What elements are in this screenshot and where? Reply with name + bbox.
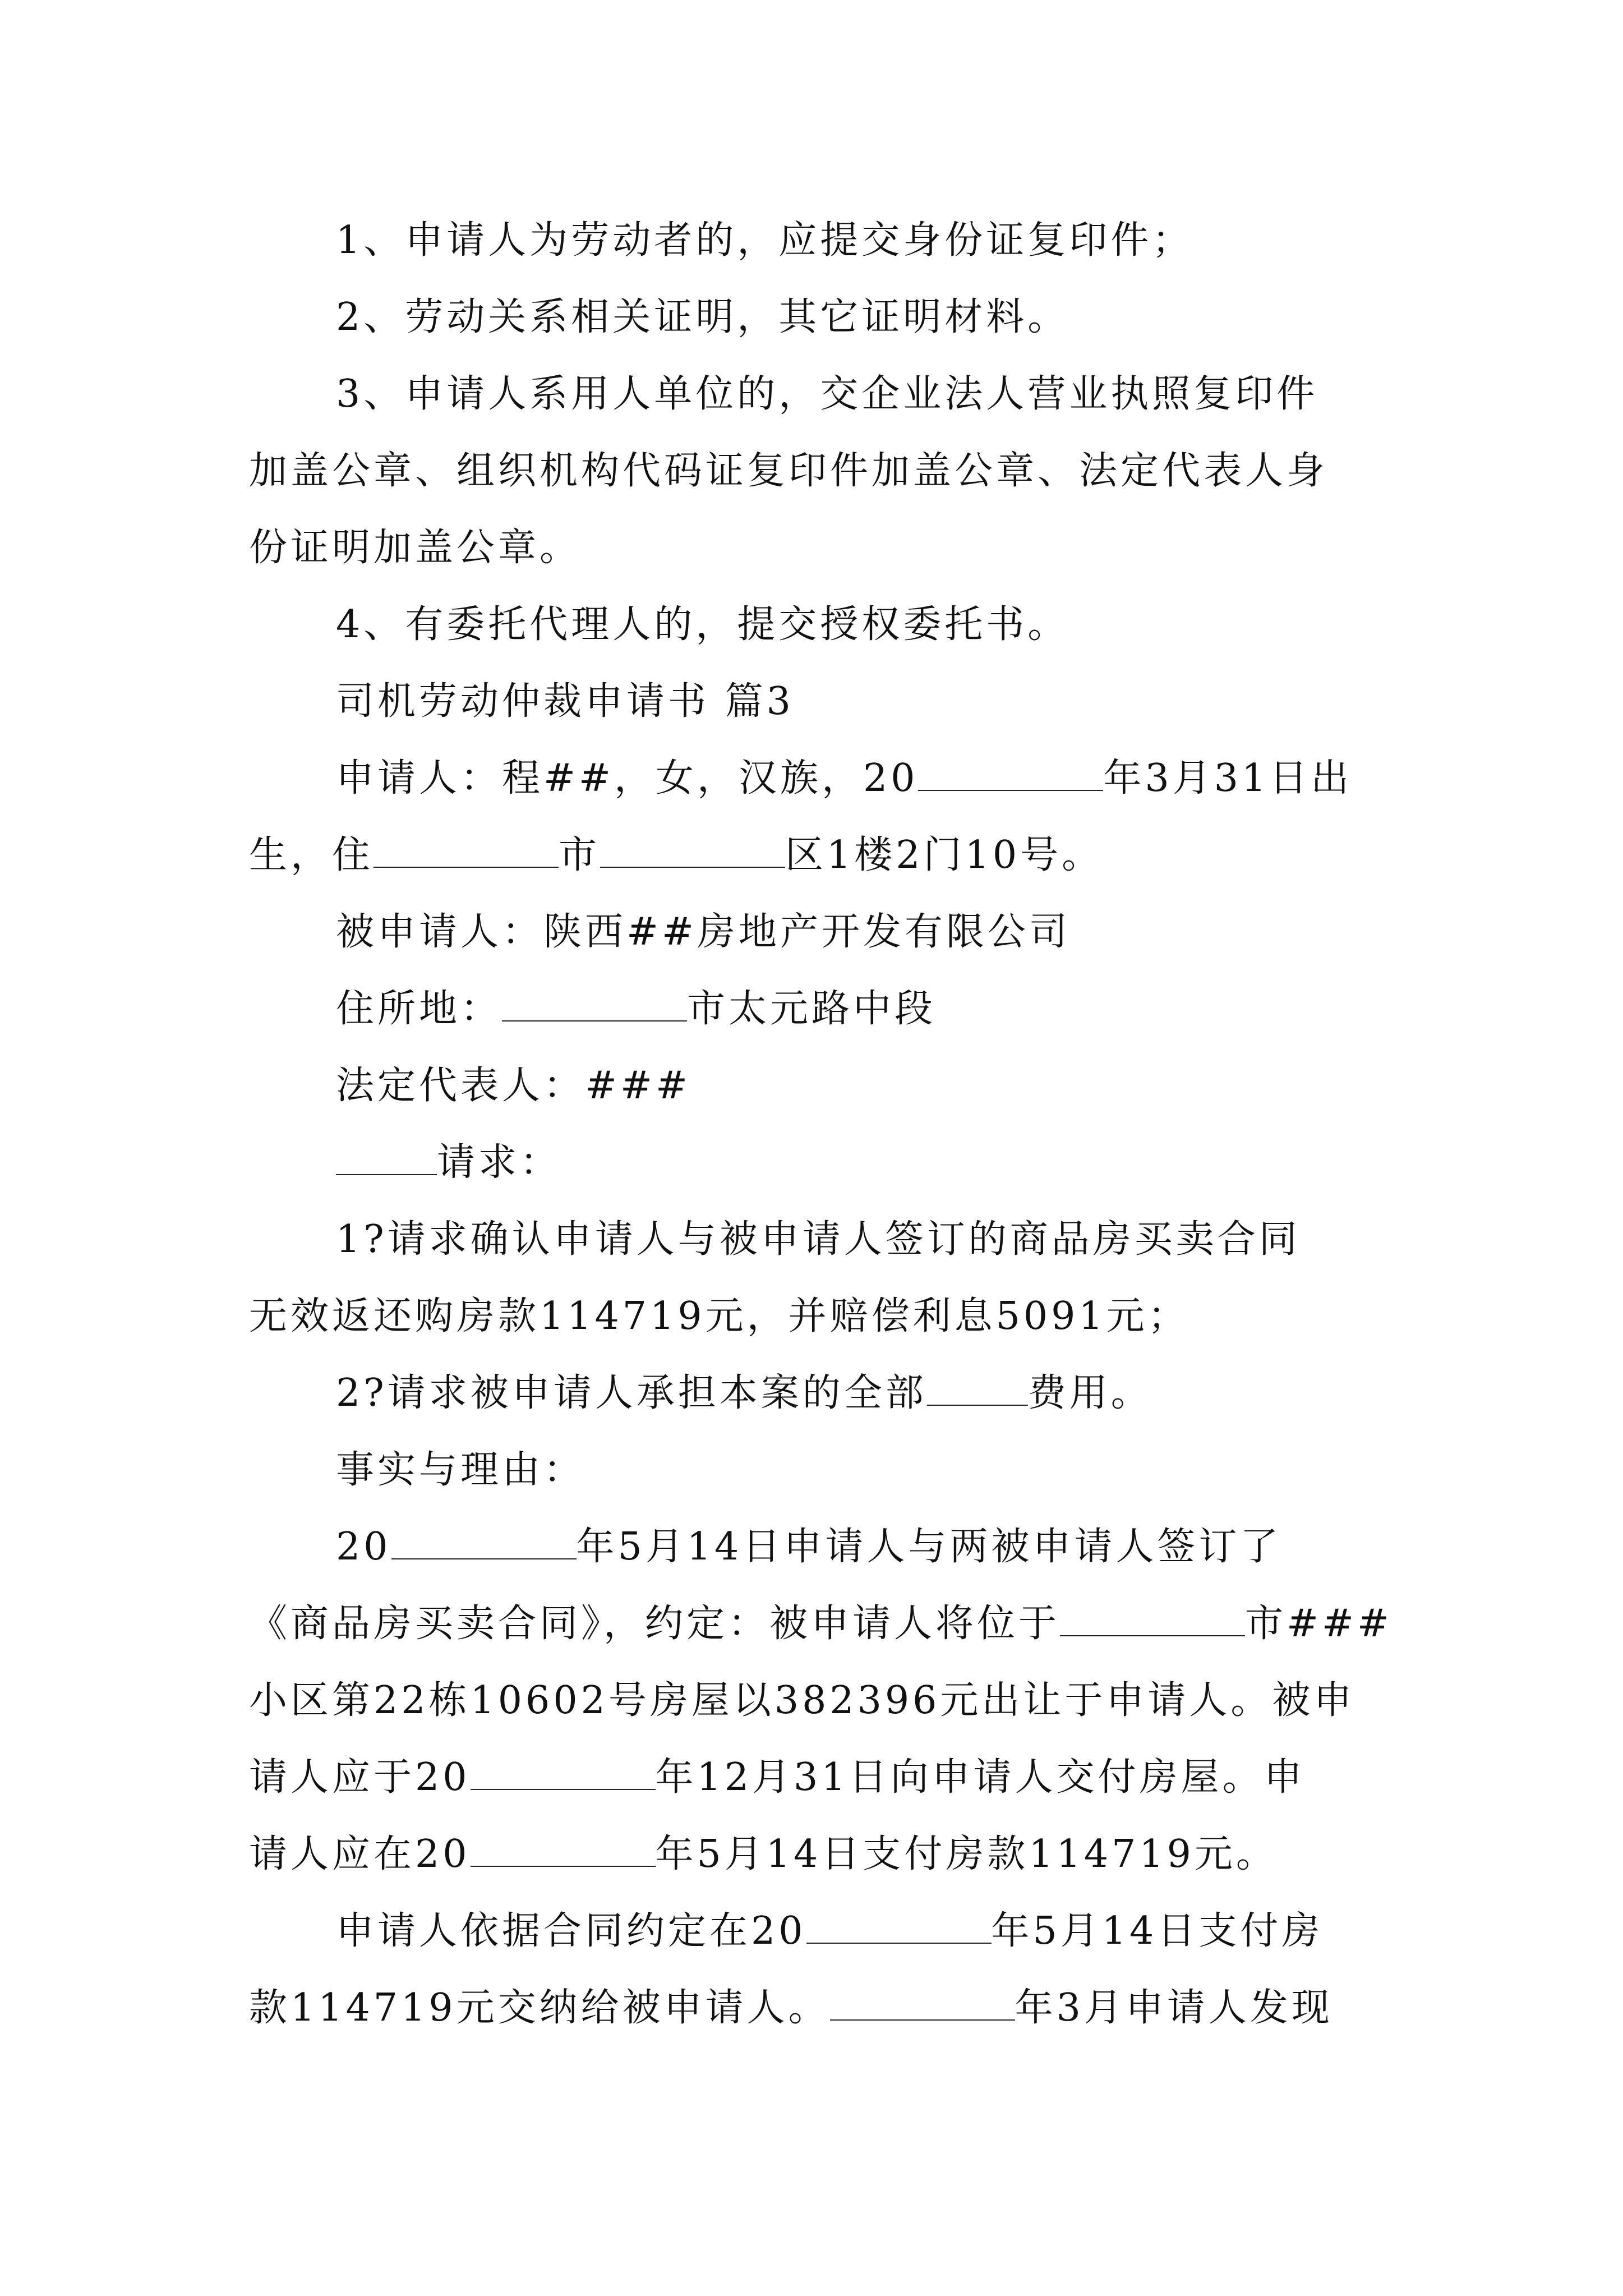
text-segment: 年5月14日支付房款114719元。: [655, 1832, 1278, 1876]
section-heading: 事实与理由：: [336, 1448, 585, 1492]
text-segment: 申请人依据合同约定在20: [336, 1909, 806, 1953]
fill-in-blank: [471, 1756, 656, 1790]
text-segment: 2?请求被申请人承担本案的全部: [336, 1371, 927, 1415]
paragraph-line: 加盖公章、组织机构代码证复印件加盖公章、法定代表人身: [249, 449, 1329, 493]
text-segment: 市太元路中段: [687, 987, 937, 1031]
fill-in-blank: [391, 1526, 577, 1559]
paragraph-line: 份证明加盖公章。: [249, 526, 582, 570]
text-segment: 年3月申请人发现: [1015, 1986, 1333, 2030]
text-segment: 年12月31日向申请人交付房屋。申: [655, 1755, 1306, 1800]
text-segment: 年5月14日申请人与两被申请人签订了: [576, 1525, 1282, 1569]
fill-in-blank: [374, 834, 559, 868]
paragraph-line: [249, 970, 1393, 1047]
paragraph-line: 2、劳动关系相关证明，其它证明材料。: [336, 295, 1069, 339]
paragraph-line: [249, 1124, 1393, 1201]
text-segment: 年5月14日支付房: [991, 1909, 1324, 1953]
paragraph-line: [249, 1970, 1393, 2046]
paragraph-line: 1、申请人为劳动者的，应提交身份证复印件；: [336, 218, 1194, 263]
text-segment: 市: [559, 833, 601, 877]
paragraph-line: 3、申请人系用人单位的，交企业法人营业执照复印件: [336, 372, 1318, 416]
text-segment: 生，住: [249, 833, 374, 877]
fill-in-blank: [830, 1987, 1015, 2021]
text-segment: 请求：: [437, 1140, 562, 1185]
paragraph-line: 1?请求确认申请人与被申请人签订的商品房买卖合同: [336, 1217, 1301, 1262]
fill-in-blank: [336, 1142, 437, 1175]
paragraph-line: [249, 1508, 1393, 1585]
document-body: [249, 202, 1393, 2046]
fill-in-blank: [502, 988, 687, 1022]
paragraph-line: 4、有委托代理人的，提交授权委托书。: [336, 602, 1069, 647]
paragraph-line: [249, 740, 1393, 817]
text-segment: 申请人：程##，女，汉族，20: [336, 756, 919, 800]
text-segment: 请人应于20: [249, 1755, 471, 1800]
paragraph-line: 无效返还购房款114719元，并赔偿利息5091元；: [249, 1294, 1189, 1338]
paragraph-line: 法定代表人：###: [336, 1064, 691, 1108]
fill-in-blank: [918, 757, 1103, 791]
text-segment: 费用。: [1027, 1371, 1152, 1415]
paragraph-line: 被申请人：陕西##房地产开发有限公司: [336, 910, 1071, 954]
text-segment: 住所地：: [336, 987, 502, 1031]
text-segment: 区1楼2门10号。: [785, 833, 1104, 877]
paragraph-line: [249, 1739, 1393, 1816]
fill-in-blank: [1060, 1603, 1245, 1636]
paragraph-line: [249, 1816, 1393, 1893]
paragraph-line: [249, 1585, 1393, 1662]
paragraph-line: [249, 1355, 1393, 1432]
paragraph-line: [249, 817, 1393, 894]
text-segment: 20: [336, 1525, 391, 1569]
fill-in-blank: [471, 1833, 656, 1867]
fill-in-blank: [600, 834, 785, 868]
text-segment: 请人应在20: [249, 1832, 471, 1876]
fill-in-blank: [927, 1372, 1028, 1406]
text-segment: 市###: [1245, 1602, 1393, 1646]
fill-in-blank: [806, 1910, 992, 1944]
text-segment: 款114719元交纳给被申请人。: [249, 1986, 830, 2030]
text-segment: 《商品房买卖合同》，约定：被申请人将位于: [249, 1602, 1061, 1646]
paragraph-line: [249, 1893, 1393, 1970]
paragraph-line: 小区第22栋10602号房屋以382396元出让于申请人。被申: [249, 1678, 1355, 1723]
text-segment: 年3月31日出: [1103, 756, 1353, 800]
section-heading: 司机劳动仲裁申请书 篇3: [336, 679, 794, 724]
